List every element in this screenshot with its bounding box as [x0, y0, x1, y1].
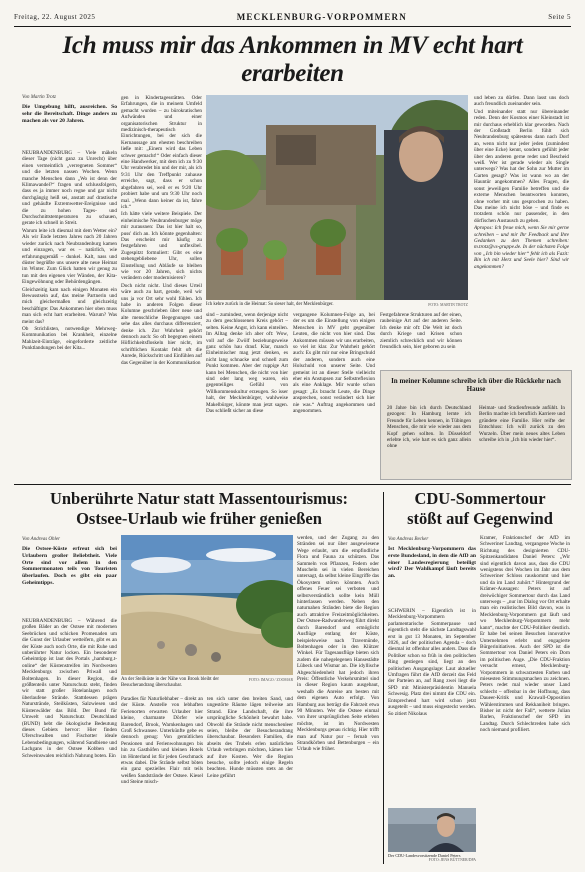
section-divider: [14, 484, 571, 485]
article1-photo-caption-row: [206, 302, 468, 308]
article2-lead: Die Ostsee-Küste erfreut sich bei Urlaubern großer Beliebtheit. Viele Orte sind vor allem in den Sommermonaten teils von Touristen überlaufen. Doch es gibt ein paar Geheimtipps.: [22, 546, 117, 586]
article1-column-1: [22, 150, 117, 478]
article2-photo-caption-row: [121, 677, 293, 689]
article3-photo: [388, 808, 476, 852]
headline-line: Unberührte Natur statt Massentourismus:: [49, 489, 349, 508]
headline-line: CDU-Sommertour: [414, 489, 546, 508]
article1-byline: Von Martin Trotz: [22, 95, 56, 100]
column-divider: [383, 492, 384, 864]
article3-photo-caption-row: [388, 853, 476, 863]
portrait-photo-image: [388, 808, 476, 852]
article3-column-1: SCHWERIN – Eigentlich ist in Mecklenburg-Vorpommern parlamentarische Sommerpause und eigentlich steht die nächste Landtagswahl erst in gut 13 Monaten, im September 2026, auf der politischen Agenda – doch diesmal ist offenbar alles anders. Dass die Politiker schon so früh in den politischen Ring gestiegen sind, liegt an den politischen Ausgangslage: Laut aktueller Umfragen führt die AfD derzeit das Feld der Parteien an, auf Rang zwei liegt die SPD mit Ministerpräsidentin Manuela Schwesig. Platz drei nimmt die CDU ein. Entsprechend hart wird schon jetzt ausgeteilt – und muss eingesteckt werden. So zitiert Nikolaus: [388, 608, 476, 717]
info-box-column-b: Heimat- und Studienfreunde anfühlt. In Berlin machte ich beruflich Karriere und gründete eine Familie. Hier reifte der Entschluss: Ich will zurück zu den Wurzeln. Über mein neues altes Leben schreibe ich in „Ich bin wieder hier“.: [479, 405, 565, 444]
article3-lead: Ist Mecklenburg-Vorpommern das erste Bundesland, in dem die AfD an einer Landesregierung beteiligt wird? Der Wahlkampf läuft bereits an.: [388, 546, 476, 580]
info-box-title: In meiner Kolumne schreibe ich über die Rückkehr nach Hause: [391, 377, 561, 393]
photo-caption: Ich kehre zurück in die Heimat: So sieser halt, der Mecklenbürger.: [206, 302, 334, 307]
article2-photo: [121, 535, 293, 675]
issue-date: Freitag, 22. August 2025: [14, 13, 96, 21]
paragraph: Apropos: Ich freue mich, wenn Sie mir gerne schreiben – und mir Ihr Feedback und Ihre Gedanken zu den Themen schreiben: m.trotz@vs-gruppe.de. In der nächsten Folge von „Ich bin wieder hier“ fehlt ich als Fazit: Bin ich mit Herz und Seele hier? Sind wir angekommen?: [474, 225, 569, 270]
coast-photo-image: [121, 535, 293, 675]
paragraph: Und miteinander statt nur übereinander reden. Denn der Kosmos einer Kleinstadt ist mir durchaus erheblich klar geworden. Nach der Großstadt Berlin fühlt sich Neubrandenburg spätestens dann nach Dorf an, wenn nicht nur jeder jeden (zumindest über eine Ecke) kennt, sondern gefühlt jeder über den anderen gerne redet und Bescheid weiß. Wer ist gerade wieder als Single unterwegs? Was hat der Sohn zur Mutter im Garten gesagt? Was ist wann wo an der Hauntür angekommen? Alles Fragen, die sonst jeweiligen Familie betreffen und die externe Menschen beantworten konnten, ohne vorher mit uns gesprochen zu haben. Das meine ich nicht böse – und finde es trotzdem schön nur passender, in den dörfischen Austausch zu gehen.: [474, 108, 569, 224]
photo-caption: Der CDU-Landesvorsitzende Daniel Peters: [388, 853, 461, 858]
article1-headline: Ich muss mir das Ankommen in MV echt hart erarbeiten: [62, 32, 523, 87]
photo-credit: FOTO: MARTIN TROTZ: [428, 303, 468, 307]
section-title: MECKLENBURG-VORPOMMERN: [236, 12, 407, 22]
article2-column-3: werden, und der Zugang zu den Stränden sei nur über ausgewiesene Wege erlaubt, um die empfindliche Flora und Fauna zu schützen. Das Sammeln von Pflanzen, Federn oder Muscheln sei in vielen Bereichen untersagt, da selbst kleine Eingriffe das Ökosystem stören könnten. Auch offenes Feuer sei verboten und selbstverständlich sollte kein Müll hinterlassen werden. Neben den naturnahen Stränden biete die Region auch attraktive Freizeitmöglichkeiten. Der Ostsee-Radwanderweg führt direkt durch Barendorf und ermöglicht Ausflüge entlang der Küste, beispielsweise nach Travemünde, Boltenhagen oder in den Klützer Winkel. Für Tagesausflüge bieten sich zudem die nahegelegenen Hansestädte Lübeck und Wismar an. Die idyllische Abgeschiedenheit hat jedoch ihren Preis: Öffentliche Verkehrsmittel sind in dieser Region kaum ausgebaut, weshalb die Anreise am besten mit dem eigenen Auto erfolgt. Von Hamburg aus beträgt die Fahrzeit etwa 90 Minuten. Wer die Ostsee einmal von ihrer ursprünglichen Seite erleben möchte, ist im Nordwesten Mecklenburgs genau richtig. Hier trifft man auf Natur pur – fernab von Strandkörben und Bettenburgen – ein Urlaub wie früher.: [297, 535, 379, 753]
article2-byline: Von Andreas Ohler: [22, 537, 61, 542]
article1-column-2: [121, 95, 202, 478]
headline-line: Ostsee-Urlaub wie früher genießen: [76, 509, 322, 528]
paragraph: gen in Kindertagesstätten. Oder Erfahrungen, die in meinem Umfeld gemacht wurden – zu bürokratischen Aufwänden und einer organisatorischen Struktur in medizinisch-therapeutisch Einrichtungen, bei der sich die Kernaussage am ehesten beschreiben ließe mit: „Einem wird das Leben schwer gemacht!“ Oder einfach dieser eine Handwerker, mit dem ich zu 9:30 Uhr verabredet bin und der mir, als ich 9:31 Uhr den Treffpunkt zuhause erreiche, sagt, dass er schon abgefahren sei, weil er es 9:20 Uhr probiert habe und um 9:30 Uhr noch mal. „Wenn dann keiner da ist, fahre ich.“: [121, 95, 202, 210]
article1-column-6: [474, 95, 569, 382]
article1-column-4: vergangene Kolumnen-Folge an, bei der es um die Einstellung von einigen Menschen in MV geht gegenüber Leuten, die nicht von hier sind. Das Ankommen müssen wir uns erarbeiten, so viel ist klar. Zur Wahrheit gehört auch: Es gibt mir nur eine Bringschuld der anderen, sondern auch eine Holschuld von unserer Seite. Und gemeint ist an dieser Stelle vielleicht eher ein Anstupsen zur Selbstreflexion als eine Anklage. Mir wurde schon gesagt: „Es braucht Leute, die Dinge ansprechen, sonst verändert sich hier nie was.“ Auftrag angekommen und angenommen.: [293, 312, 375, 415]
photo-credit: FOTO: JENS BÜTTNER/DPA: [428, 858, 476, 862]
article2-headline: [18, 489, 380, 529]
photo-credit: FOTO: IMAGO / ZOOMAR: [248, 678, 293, 682]
article2-column-2b: ten sich unter den breiten Sand, und ungestörte Räume lägen teilweise am Strand. Eine Landschaft, die ihre ursprüngliche Schönheit bewahrt habe. Obwohl die Strände nicht menschenleer seien, bleibe der Besucherandrang überschaubar. Besonders Familien, die abseits des Trubels erlen natürlichen Urlaub verbringen möchten, kämen hier auf ihre Kosten. Wer die Region besuche, sollte jedoch einige Regeln beachten. Hunde müssten stets an der Leine geführt: [207, 696, 293, 779]
headline-line: stößt auf Gegenwind: [407, 509, 553, 528]
article1-photo: [206, 95, 468, 300]
paragraph: Warum leite ich diesmal mit dem Wetter ein? Als wir Ende letzten Jahres nach 20 Jahren wieder zurück nach Neubrandenburg kamen und einzogen, war es – natürlich, wie erfahrungsgemäß – dunkel. Kalt, nass und düster begrüßte uns unsere alte neue Heimat im Winter. Zum Glück hatten wir genug zu tun mit den eigenen vier Wänden, der Kita-Eingewöhnung oder Behördengängen.: [22, 227, 117, 286]
page-number: Seite 5: [548, 13, 571, 21]
paragraph: und leben zu dürfen. Dann lasst uns doch auch freundlich zueinander sein.: [474, 95, 569, 108]
article3-byline: Von Andreas Becker: [388, 537, 429, 542]
paragraph: Doch nicht nicht. Und dieses Urteil wäre auch zu hart, gerade, weil wir uns ja vor Ort sehr wohl fühlen. Ich habe in anderen Folgen dieser Kolumne geschrieben über neue und alte menschliche Begegnungen und sehe das alles durchaus differenziert, denke ich. Zur Wahrheit gehört dennoch auch: So oft begegnen einem Höflichkeitsfloskeln hier nicht, im schriftlichen Kontakt fehlt oft die Anrede, Rückschritt und Einfühlen auf das Gegenüber in der Kommunikation: [121, 282, 202, 366]
info-box-column-a: 20 Jahre bin ich durch Deutschland gezogen: In Hamburg lernte ich Freunde für Leben kennen, in Tübingen Menschen, die mir wie wieder aus dem Kopf gehen sollten. In Düsseldorf erlebte ich, wie hart es sich ganz allein ohne: [387, 405, 471, 450]
article2-column-1: NEUBRANDENBURG – Während die großen Bäder an der Ostsee mit modernen Seebrücken und schicken Promenaden um die Gunst der Urlauber wetteifern, gibt es an der Küste auch noch Orte, die mit Ruhe und unberührter Natur locken. Ein besonderer Geheimtipp ist laut des Portals „hamburg.t-online“ der Küstenstreifen im Nordwesten Mecklenburgs zwischen Priwall und Boltenhagen. In dieser Region, die größtenteils unter Naturschutz steht, finden wir statt großer Hotelanlagen noch überlaufene Strände. Stattdessen prägen Naturstrände, Steilküsten, Salzwiesen und Küstenwälder das Bild. Der Bund für Umwelt und Naturschutz Deutschland (BUND) hebt die ökologische Bedeutung dieses Gebiets hervor: Hier finden Uferschwalben und Fischotter ideale Lebensbedingungen, während Sandbiene und Lachgans in der Ostsee Kobben und Schweinswalen reichlich Nahrung boten. Ein: [22, 618, 117, 759]
article1-lead: Die Umgebung hilft, ausreichen. So sehr die Bereitschaft. Dinge anders zu machen als vor 20 Jahren.: [22, 104, 117, 124]
article1-column-5: Festgefahrene Strukturen auf der einen, raubeinige Art auf der anderen Seite. Ich denke mir oft: Die Welt ist doch durch Kriege und Krisen schon ziemlich schrecklich und wir können freundlich sein, hier geboren zu sein: [380, 312, 462, 351]
article1-column-3: sind – zumindest, wenn derjenige nicht zu dem geschlossenen Kreis gehört – selten. Keine Angst, ich kann einteilen. Im Alltag denke ich aber oft: Wow, voll auf die Zwölf beziehungsweise ganz schön hau drauf. Klar, manch Einheimischer mag jetzt denken, es nicht lang schnacke und schnell zum Punkt kommen. Aber der ruppige Art kann bei Menschen, die nicht von hier sind oder lang weg waren, ein gegenteiliges Gefühl von Willkommenskultur erzeugen. So isser halt, der Mecklenbürger, wahlweise Makelbürger, könnte man jetzt sagen. Das schließt sicher an diese: [206, 312, 288, 415]
photo-caption: An der Steilküste in der Nähe von Brook bleibt der Besucherandrang überschaubar.: [121, 677, 219, 688]
garden-photo-image: [206, 95, 468, 300]
masthead: [14, 8, 571, 27]
paragraph: Gleichzeitig kam nach einigen Monaten ein Bewusstsein auf, das meine Partnerin und mich gleichermaßen und gleichzeitig beschäftigte: Das Ankommen hier oben muss man sich echt hart erarbeiten. Warum? Was meint das?: [22, 286, 117, 325]
paragraph: NEUBRANDENBURG – Viele mäkeln dieser Tage (nicht ganz zu Unrecht) über einen vermeintlich „verregneten Sommer“ und die letzten nassen Wochen. Wenn manche Menschen dann „Wo ist denn der Klimawandel?“ fragen und schlussfolgern, dass es ja immer noch regne und gar nicht durchgängig heiß sei, anstatt auf drastische und gehäufte Extremwetter-Ereignisse und die zu hohen Tages- und Durchschnittstemperaturen zu schauen, gerate ich schnell in Streit.: [22, 150, 117, 227]
article3-headline: [388, 489, 572, 529]
column-info-box: [380, 370, 572, 480]
article2-column-2a: Paradies für Naturliebhaber – direkt an der Küste. Anstelle von lebhaften Ferienorten erwarten Urlauber hier kleine, charmante Dörfer wie Barendorf, Brook, Warnkenhagen und Groß Schwansee. Unterkünfte gebe es dennoch genug: Von gemütlichen Pensionen und Ferienwohnungen bis hin zu Gasthöfen und kleinen Hotels im Hinterland ist für jeden Geschmack etwas dabei. Die Strände selbst böten ein ganz spezielles Flair mit teils weißen Sandstrände der Ostsee. Kiesel und Steine misch-: [121, 696, 203, 786]
paragraph: Ob Strichlisten, notwendige Mehrweg-Kommunikation bei Krankheit, einzelne Mahlzeit-Einträge, eingeforderte zeitliche Punktlandungen bei der Kita...: [22, 325, 117, 352]
paragraph: Ich hätte viele weitere Beispiele. Der einheimische Neubrandenburger möge mir zurausnen: Das ist hier halt so, puss' dich an. Ich könnte gegenhalten: Das erscheint mir häufig zu festgefahren und unflexibel. Zugespitzt formuliert: Gibt es eine stehengebliebene Uhr, sollen Einstellung und Abläufe so bleiben wie vor 20 Jahren, sich nichts verändern oder modernisieren?: [121, 211, 202, 282]
article3-column-2: Kramer, Fraktionschef der AfD im Schweriner Landtag, vergangene Woche in Richtung des designierten CDU-Spitzenkandidaten Daniel Peters: „Wir sind eigentlich davon aus, dass die CDU wenigstens drei Wochen im Jahr aus dem Schweriner Schloss rauskommt und hier und da im Land zuhört.“ Hintergrund der Krämer-Aussagen: Peters ist auf dreiwöchiger Sommertour durch das Land unterwegs – „nur im Dialog vor Ort erhalte man ein realistisches Bild davon, was in Mecklenburg-Vorpommern gut läuft und wo Mecklenburg-Vorpommern mehr kann“, machte der CDU-Politiker deutlich. Er habe bei seinen Besuchen innovative Unternehmen erlebt und engagierte Bürgerinitiativen. Auch der SPD ist die Sommertour von Daniel Peters ein Dorn im politischen Auge. „Die CDU-Fraktion versucht erneut, Mecklenburg-Vorpommern in schwarzesten Farben und miesesten Stimmungsmachen zu zeichnen. Peters redet mal wieder unser Land schlecht – offenbar in der Hoffnung, dass Daueer-Kritik und Krawall-Opposition Wählerstimmen und Rekkaniheit bringen. Bisher ist nicht der Fall“, wetterte Julian Barlen, Fraktionschef der SPD im Landtag. Durch Schlechtreden habe sich noch niemand profiliert.: [480, 535, 570, 734]
